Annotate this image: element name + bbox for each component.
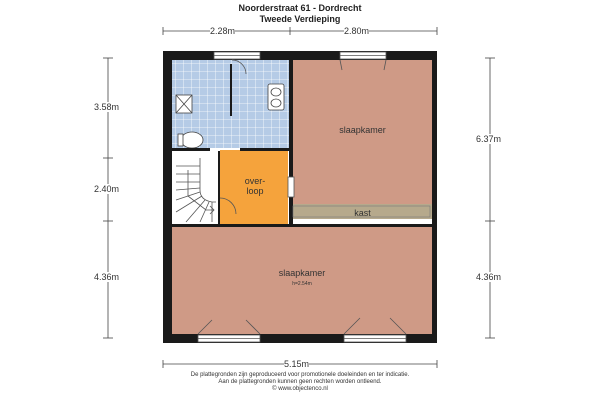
room-label-landing-line2: loop [246, 186, 264, 196]
landing-door [288, 177, 294, 197]
disclaimer-line3: © www.objectenco.nl [272, 386, 328, 392]
dim-right-top: 6.37m [476, 134, 502, 144]
plan-address-title: Noorderstraat 61 - Dordrecht [238, 3, 362, 13]
dim-bottom: 5.15m [284, 359, 310, 369]
room-height-label: h=2.54m [292, 281, 312, 287]
disclaimer-line1: De plattegronden zijn geproduceerd voor promotionele doeleinden en ter indicatie. [190, 372, 410, 378]
dim-top-left: 2.28m [210, 26, 236, 36]
room-label-bedroom-bottom: slaapkamer [278, 268, 326, 278]
dim-top-right: 2.80m [344, 26, 370, 36]
room-label-closet: kast [354, 208, 371, 218]
dim-left-top: 3.58m [94, 102, 120, 112]
room-label-bedroom-top: slaapkamer [339, 125, 386, 135]
plan-floor-title: Tweede Verdieping [259, 14, 341, 24]
disclaimer-line2: Aan de plattegronden kunnen geen rechten worden ontleend. [218, 379, 382, 385]
dim-left-middle: 2.40m [94, 184, 120, 194]
dim-left-bottom: 4.36m [94, 272, 120, 282]
room-label-landing-line1: over- [244, 176, 266, 186]
dim-right-bottom: 4.36m [476, 272, 502, 282]
toilet [181, 132, 203, 148]
